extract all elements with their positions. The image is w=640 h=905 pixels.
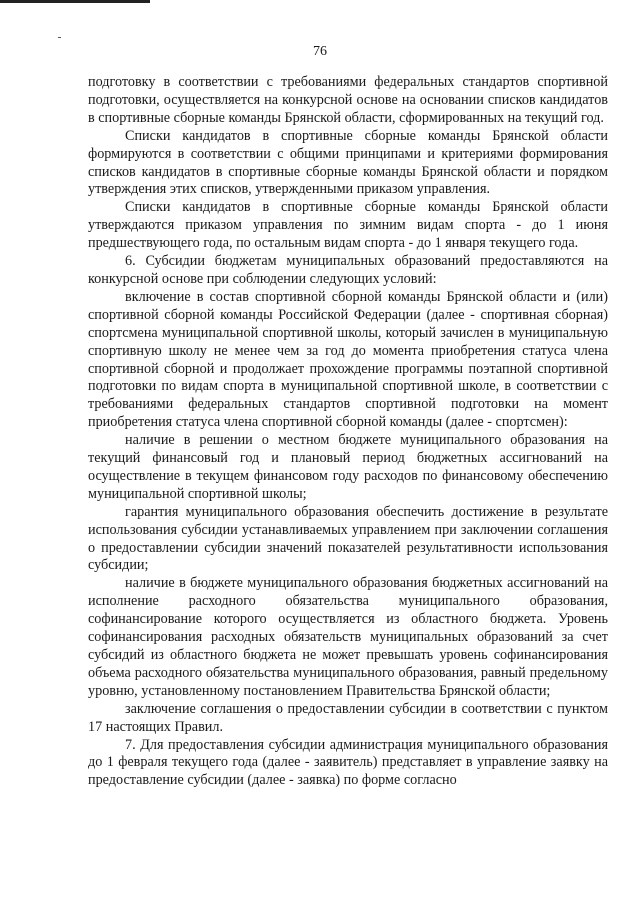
paragraph-lists-approval: Списки кандидатов в спортивные сборные команды Брянской области утверждаются приказом управления по зимним видам спорта - до 1 июня предшествующего года, по остальным видам спорта - до 1 января текущего года. <box>88 199 608 252</box>
paragraph-lists-formation: Списки кандидатов в спортивные сборные команды Брянской области формируются в соответствии с общими принципами и критериями формирования списков кандидатов в спортивные сборные команды Брянской области и порядком утверждения этих списков, утвержденными приказом управления. <box>88 127 608 198</box>
paragraph-condition-guarantee: гарантия муниципального образования обеспечить достижение в результате использования субсидии устанавливаемых управлением при заключении соглашения о предоставлении субсидии значений показателей результативности использования субсидии; <box>88 503 608 574</box>
paragraph-continuation: подготовку в соответствии с требованиями федеральных стандартов спортивной подготовки, осуществляется на конкурсной основе на основании списков кандидатов в спортивные сборные команды Брянской области, сформированных на текущий год. <box>88 74 608 126</box>
paragraph-condition-cofinancing: наличие в бюджете муниципального образования бюджетных ассигнований на исполнение расходного обязательства муниципального образования, софинансирование которого осуществляется из областного бюджета. Уровень софинансирования расходных обязательств муниципальных образований за счет субсидий из областного бюджета не может превышать уровень софинансирования объема расходного обязательства муниципального образования, равный предельному уровню, установленному постановлением Правительства Брянской области; <box>88 575 608 699</box>
page-number: 76 <box>313 44 327 59</box>
paragraph-item-6: 6. Субсидии бюджетам муниципальных образований предоставляются на конкурсной основе при соблюдении следующих условий: <box>88 253 608 287</box>
scan-mark <box>58 37 61 38</box>
paragraph-condition-inclusion: включение в состав спортивной сборной команды Брянской области и (или) спортивной сборной команды Российской Федерации (далее - спортивная сборная) спортсмена муниципальной спортивной школы, который зачислен в муниципальную спортивную школу не менее чем за год до момента приобретения статуса члена спортивной сборной и продолжает прохождение программы поэтапной спортивной подготовки по видам спорта в муниципальной спортивной школе, в соответствии с требованиями федеральных стандартов спортивной подготовки на момент приобретения статуса члена спортивной сборной команды (далее - спортсмен): <box>88 288 608 431</box>
paragraph-item-7: 7. Для предоставления субсидии администрация муниципального образования до 1 февраля текущего года (далее - заявитель) представляет в управление заявку на предоставление субсидии (далее - заявка) по форме согласно <box>88 736 608 789</box>
top-rule <box>0 0 150 3</box>
paragraph-condition-budget: наличие в решении о местном бюджете муниципального образования на текущий финансовый год и плановый период бюджетных ассигнований на осуществление в текущем финансовом году расходов по финансовому обеспечению муниципальной спортивной школы; <box>88 432 608 502</box>
paragraph-condition-agreement: заключение соглашения о предоставлении субсидии в соответствии с пунктом 17 настоящих Правил. <box>88 700 608 735</box>
document-body <box>88 74 608 790</box>
